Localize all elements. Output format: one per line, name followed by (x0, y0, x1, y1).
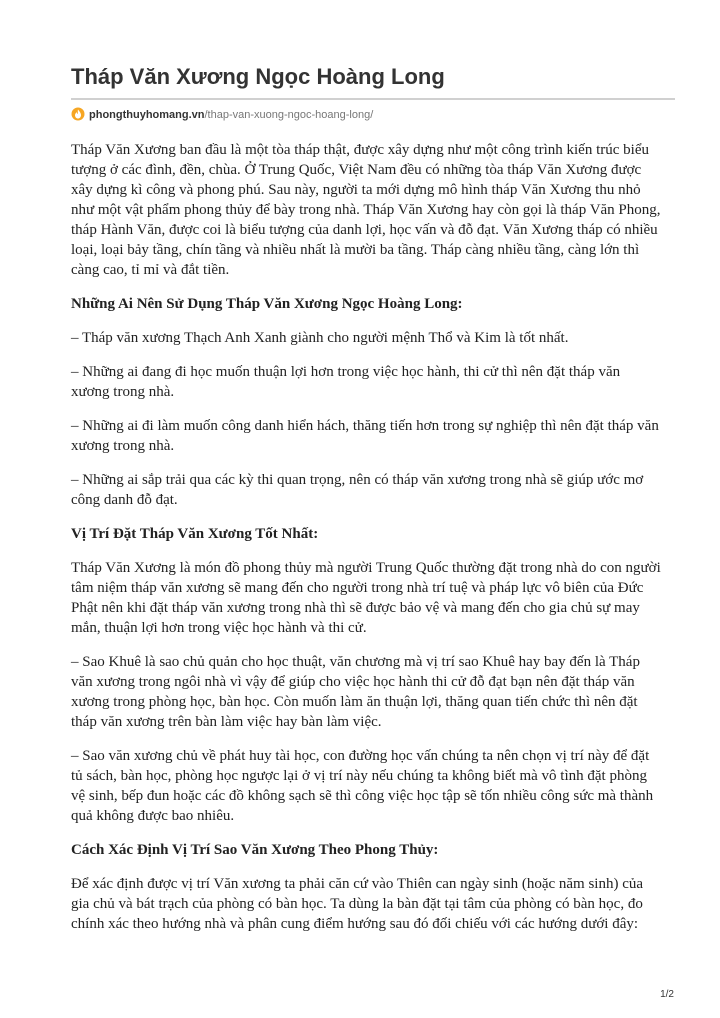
page-number: 1/2 (660, 989, 674, 1000)
flame-logo-icon (71, 107, 85, 121)
paragraph: Tháp Văn Xương ban đầu là một tòa tháp thật, được xây dựng như một công trình kiến trúc biểu tượng ở các đình, đền, chùa. Ở Trung Quốc, Việt Nam đều có những tòa tháp Văn Xương được xây dựng kì công và phong phú. Sau này, người ta mới dựng mô hình tháp Văn Xương thu nhỏ như một vật phẩm phong thủy để bày trong nhà. Tháp Văn Xương hay còn gọi là tháp Văn Phong, tháp Hành Văn, được coi là biểu tượng của danh lợi, học vấn và đỗ đạt. Văn Xương tháp có nhiều loại, loại bảy tầng, chín tầng và nhiều nhất là mười ba tầng. Tháp càng nhiều tầng, càng lớn thì càng cao, tỉ mỉ và đắt tiền. (71, 142, 661, 278)
paragraph: Tháp Văn Xương là món đồ phong thủy mà người Trung Quốc thường đặt trong nhà do con người tâm niệm tháp văn xương sẽ mang đến cho người trong nhà trí tuệ và pháp lực vô biên của Đức Phật nên khi đặt tháp văn xương trong nhà thì sẽ được bảo vệ và mang đến cho gia chủ sự may mắn, thuận lợi hơn trong việc học hành và thi cử. (71, 560, 661, 636)
source-link[interactable] (71, 107, 373, 123)
source-path[interactable]: /thap-van-xuong-ngoc-hoang-long/ (204, 109, 374, 121)
list-item: – Sao Khuê là sao chủ quản cho học thuật, văn chương mà vị trí sao Khuê hay bay đến là Tháp văn xương trong ngôi nhà vì vậy để giúp cho việc học hành thi cử đỗ đạt bạn nên đặt tháp văn xương trong phòng học, bàn học. Còn muốn làm ăn thuận lợi, thăng quan tiến chức thì nên đặt tháp văn xương trên bàn làm việc hay bàn làm việc. (71, 654, 640, 730)
list-item: – Tháp văn xương Thạch Anh Xanh giành cho người mệnh Thổ và Kim là tốt nhất. (71, 330, 569, 346)
source-domain[interactable]: phongthuyhomang.vn (89, 109, 205, 121)
list-item: – Những ai sắp trải qua các kỳ thi quan trọng, nên có tháp văn xương trong nhà sẽ giúp ước mơ công danh đỗ đạt. (71, 472, 644, 508)
paragraph: Để xác định được vị trí Văn xương ta phải căn cứ vào Thiên can ngày sinh (hoặc năm sinh) của gia chủ và bát trạch của phòng có bàn học. Ta dùng la bàn đặt tại tâm của phòng có bàn học, đo chính xác theo hướng nhà và phân cung điểm hướng sau đó đối chiếu với các hướng dưới đây: (71, 876, 644, 932)
list-item: – Những ai đang đi học muốn thuận lợi hơn trong việc học hành, thi cử thì nên đặt tháp văn xương trong nhà. (71, 364, 621, 400)
section-heading: Cách Xác Định Vị Trí Sao Văn Xương Theo Phong Thủy: (71, 842, 439, 858)
section-heading: Vị Trí Đặt Tháp Văn Xương Tốt Nhất: (71, 526, 319, 542)
section-heading: Những Ai Nên Sử Dụng Tháp Văn Xương Ngọc Hoàng Long: (71, 296, 463, 312)
title-divider (71, 98, 675, 100)
article-body (71, 140, 661, 948)
list-item: – Sao văn xương chủ về phát huy tài học, con đường học vấn chúng ta nên chọn vị trí này để đặt tủ sách, bàn học, phòng học ngược lại ở vị trí này nếu chúng ta không biết mà vô tình đặt phòng vệ sinh, bếp đun hoặc các đồ không sạch sẽ thì công việc học tập sẽ tốn nhiều công sức mà thành quả không được bao nhiêu. (71, 748, 654, 824)
article-title: Tháp Văn Xương Ngọc Hoàng Long (71, 64, 445, 89)
list-item: – Những ai đi làm muốn công danh hiển hách, thăng tiến hơn trong sự nghiệp thì nên đặt tháp văn xương trong nhà. (71, 418, 659, 454)
